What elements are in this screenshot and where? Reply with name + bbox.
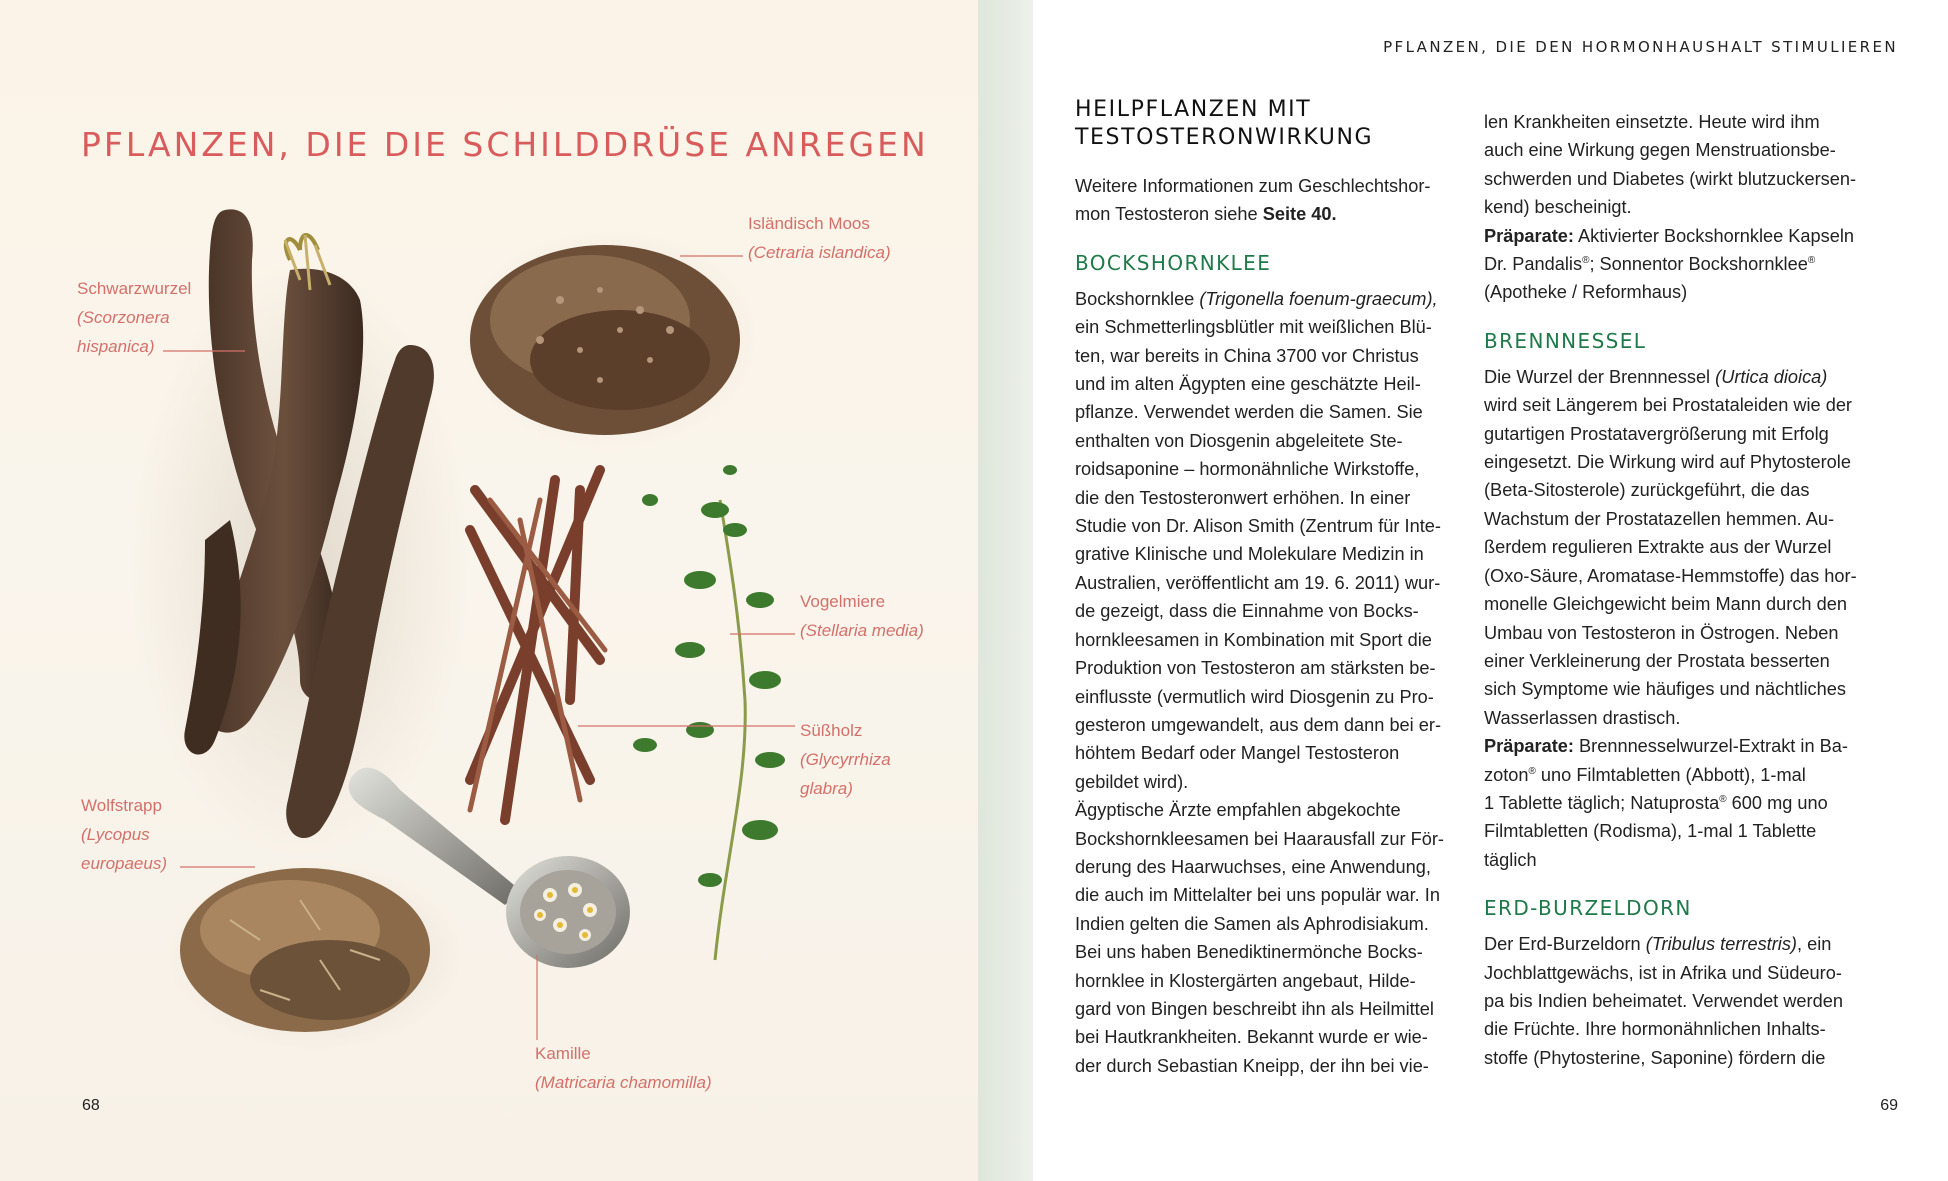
caption-schwarzwurzel — [77, 274, 191, 361]
body-line: derung des Haarwuchses, eine Anwendung, — [1075, 856, 1431, 877]
body-text: Aktivierter Bockshornklee Kapseln — [1573, 225, 1855, 246]
body-line: Indien gelten die Samen als Aphrodisiakum. — [1075, 913, 1429, 934]
caption-latin: europaeus) — [81, 854, 168, 873]
intro-line: Weitere Informationen zum Geschlechtshor- — [1075, 176, 1431, 196]
latin-name: (Trigonella foenum-graecum), — [1199, 288, 1438, 309]
body-line: auch eine Wirkung gegen Menstruationsbe- — [1484, 140, 1836, 161]
caption-name: Süßholz — [800, 721, 863, 740]
body-text: Die Wurzel der Brennnessel — [1484, 366, 1716, 387]
body-line: hornkleesamen in Kombination mit Sport die — [1075, 629, 1432, 650]
body-line — [1484, 930, 1879, 958]
body-text: uno Filmtabletten (Abbott), 1-mal — [1535, 764, 1806, 785]
praeparate-line — [1484, 789, 1879, 817]
brennnessel-body — [1484, 391, 1879, 732]
caption-latin: glabra) — [800, 779, 853, 798]
registered-mark: ® — [1719, 793, 1727, 805]
intro-text: mon Testosteron siehe — [1075, 204, 1263, 225]
text-column-left — [1075, 96, 1470, 1080]
caption-suessholz — [800, 716, 891, 803]
body-line: enthalten von Diosgenin abgeleitete Ste- — [1075, 430, 1403, 451]
body-line: Wachstum der Prostatazellen hemmen. Au- — [1484, 508, 1835, 529]
body-line: Wasserlassen drastisch. — [1484, 707, 1681, 728]
praeparate-line — [1484, 732, 1879, 760]
body-line: (Beta-Sitosterole) zurückgeführt, die das — [1484, 480, 1810, 501]
section-heading-brennnessel: BRENNNESSEL — [1484, 328, 1647, 353]
body-line: de gezeigt, dass die Einnahme von Bocks- — [1075, 601, 1419, 622]
body-line: grative Klinische und Molekulare Medizin in — [1075, 544, 1424, 565]
body-line: einflusste (vermutlich wird Diosgenin zu Pro- — [1075, 686, 1434, 707]
body-line: die auch im Mittelalter bei uns populär war. In — [1075, 885, 1440, 906]
body-line: schwerden und Diabetes (wirkt blutzuckersen- — [1484, 168, 1857, 189]
body-text: Bockshornklee — [1075, 288, 1200, 309]
caption-latin: (Matricaria chamomilla) — [535, 1073, 712, 1092]
suessholz-image — [470, 470, 605, 820]
body-line — [1484, 363, 1879, 391]
bockshornklee-body — [1075, 313, 1470, 1080]
main-heading-line: HEILPFLANZEN MIT — [1075, 97, 1312, 122]
body-line: gebildet wird). — [1075, 771, 1189, 792]
body-line: Australien, veröffentlicht am 19. 6. 2011) wur- — [1075, 572, 1441, 593]
body-line: einer Verkleinerung der Prostata besserten — [1484, 650, 1830, 671]
main-heading-line: TESTOSTERONWIRKUNG — [1075, 125, 1374, 150]
praeparate-line — [1484, 761, 1879, 789]
body-line: bei Hautkrankheiten. Bekannt wurde er wie- — [1075, 1027, 1428, 1048]
registered-mark: ® — [1528, 765, 1536, 777]
body-line: gesteron umgewandelt, aus dem dann bei er- — [1075, 714, 1441, 735]
body-line: stoffe (Phytosterine, Saponine) fördern die — [1484, 1047, 1826, 1068]
main-heading — [1075, 96, 1470, 152]
page-number-left: 68 — [82, 1097, 100, 1114]
caption-islaendisch-moos — [748, 209, 891, 267]
body-line: gard von Bingen beschreibt ihn als Heilmittel — [1075, 998, 1434, 1019]
caption-kamille — [535, 1039, 712, 1097]
praeparate-line: Filmtabletten (Rodisma), 1-mal 1 Tablette — [1484, 821, 1817, 842]
body-text: zoton — [1484, 764, 1529, 785]
body-line: sich Symptome wie häufiges und nächtliches — [1484, 679, 1846, 700]
body-line — [1075, 285, 1470, 313]
body-line: hornklee in Klostergärten angebaut, Hilde- — [1075, 970, 1416, 991]
praeparate-label: Präparate: — [1484, 736, 1574, 757]
body-line: gutartigen Prostatavergrößerung mit Erfolg — [1484, 423, 1829, 444]
caption-vogelmiere — [800, 587, 924, 645]
body-text: Dr. Pandalis — [1484, 254, 1583, 275]
caption-latin: (Cetraria islandica) — [748, 243, 891, 262]
body-text: , ein — [1796, 934, 1832, 955]
body-line: Bockshornkleesamen bei Haarausfall zur För- — [1075, 828, 1444, 849]
body-line: ten, war bereits in China 3700 vor Christus — [1075, 345, 1419, 366]
book-gutter — [978, 0, 1033, 1181]
left-page-title: PFLANZEN, DIE DIE SCHILDDRÜSE ANREGEN — [81, 125, 929, 164]
islaendisch-moos-image — [460, 230, 760, 450]
body-line: der durch Sebastian Kneipp, der ihn bei vie- — [1075, 1055, 1429, 1076]
caption-name: Schwarzwurzel — [77, 279, 192, 298]
body-line: Umbau von Testosteron in Östrogen. Neben — [1484, 622, 1839, 643]
praeparate-label: Präparate: — [1484, 225, 1574, 246]
caption-latin: (Scorzonera — [77, 308, 170, 327]
section-heading-bockshornklee: BOCKSHORNKLEE — [1075, 250, 1272, 275]
page-reference-link[interactable]: Seite 40. — [1262, 204, 1337, 225]
body-line: Ägyptische Ärzte empfahlen abgekochte — [1075, 800, 1401, 821]
bockshornklee-body-continued — [1484, 108, 1879, 222]
praeparate-line: täglich — [1484, 849, 1537, 870]
body-line: Produktion von Testosteron am stärksten be- — [1075, 658, 1436, 679]
page-number-right: 69 — [1880, 1097, 1898, 1114]
caption-latin: (Stellaria media) — [800, 621, 924, 640]
praeparate-line — [1484, 250, 1879, 278]
caption-latin: (Glycyrrhiza — [800, 750, 891, 769]
praeparate-line — [1484, 222, 1879, 250]
intro-line — [1075, 200, 1470, 228]
body-line: kend) bescheinigt. — [1484, 197, 1632, 218]
caption-name: Wolfstrapp — [81, 796, 162, 815]
running-head: PFLANZEN, DIE DEN HORMONHAUSHALT STIMULIEREN — [1383, 38, 1898, 56]
body-text: ; Sonnentor Bockshornklee — [1589, 254, 1808, 275]
wolfstrapp-image — [165, 860, 465, 1050]
body-text: 1 Tablette täglich; Natuprosta — [1484, 792, 1720, 813]
registered-mark: ® — [1807, 254, 1816, 266]
body-line: und im alten Ägypten eine geschätzte Heil- — [1075, 374, 1421, 395]
registered-mark: ® — [1582, 254, 1590, 266]
latin-name: (Tribulus terrestris) — [1645, 934, 1797, 955]
body-line: pa bis Indien beheimatet. Verwendet werden — [1484, 990, 1843, 1011]
caption-name: Vogelmiere — [800, 592, 886, 611]
body-line: wird seit Längerem bei Prostataleiden wie der — [1484, 395, 1852, 416]
body-line: (Oxo-Säure, Aromatase-Hemmstoffe) das hor- — [1484, 565, 1857, 586]
caption-name: Kamille — [535, 1044, 591, 1063]
body-text: Der Erd-Burzeldorn — [1484, 934, 1646, 955]
caption-latin: hispanica) — [77, 337, 155, 356]
section-heading-erd-burzeldorn: ERD-BURZELDORN — [1484, 896, 1692, 921]
body-line: Studie von Dr. Alison Smith (Zentrum für Inte- — [1075, 516, 1441, 537]
caption-latin: (Lycopus — [81, 825, 150, 844]
body-line: die Früchte. Ihre hormonähnlichen Inhalts- — [1484, 1019, 1826, 1040]
body-line: pflanze. Verwendet werden die Samen. Sie — [1075, 402, 1423, 423]
body-line: ßerdem regulieren Extrakte aus der Wurzel — [1484, 537, 1832, 558]
body-line: Jochblattgewächs, ist in Afrika und Südeuro- — [1484, 962, 1842, 983]
body-text: Brennnesselwurzel-Extrakt in Ba- — [1573, 736, 1848, 757]
body-line: monelle Gleichgewicht beim Mann durch den — [1484, 594, 1847, 615]
body-text: 600 mg uno — [1726, 792, 1828, 813]
body-line: ein Schmetterlingsblütler mit weißlichen Blü- — [1075, 317, 1432, 338]
erd-burzeldorn-body — [1484, 959, 1879, 1073]
praeparate-line: (Apotheke / Reformhaus) — [1484, 282, 1688, 303]
caption-name: Isländisch Moos — [748, 214, 870, 233]
body-line: die den Testosteronwert erhöhen. In einer — [1075, 487, 1411, 508]
body-line: Bei uns haben Benediktinermönche Bocks- — [1075, 942, 1423, 963]
vogelmiere-image — [633, 465, 785, 960]
body-line: eingesetzt. Die Wirkung wird auf Phytosterole — [1484, 452, 1851, 473]
latin-name: (Urtica dioica) — [1715, 366, 1828, 387]
body-line: höhtem Bedarf oder Mangel Testosteron — [1075, 743, 1400, 764]
caption-wolfstrapp — [81, 791, 167, 878]
body-line: len Krankheiten einsetzte. Heute wird ihm — [1484, 112, 1820, 132]
text-column-right — [1484, 108, 1879, 1072]
right-page — [1033, 0, 1948, 1181]
body-line: roidsaponine – hormonähnliche Wirkstoffe, — [1075, 459, 1420, 480]
